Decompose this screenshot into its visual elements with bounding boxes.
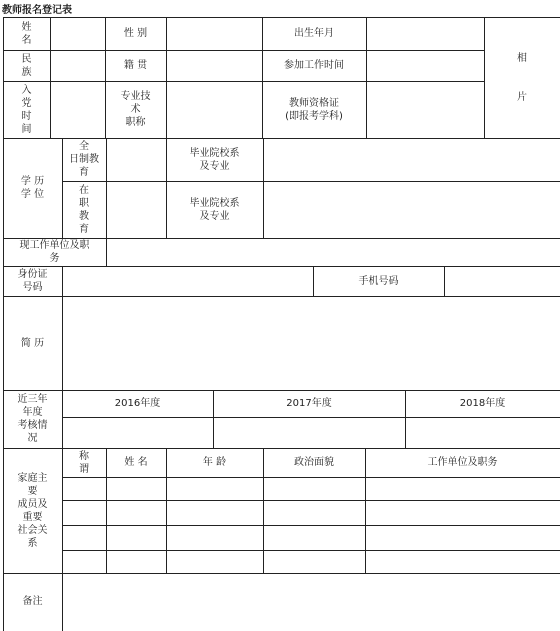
label-party-date: 入 党 时 间 [21,84,32,135]
grid-line-v [106,238,107,267]
label-ethnic: 民 族 [21,53,32,78]
grid-line-v [106,138,107,239]
label-review: 近三年 年度 考核情 况 [17,394,48,444]
grid-line-h [3,81,485,82]
label-professional-title: 专业技 术 职称 [120,91,151,128]
col-age: 年 龄 [202,457,227,468]
col-work-unit: 工作单位及职务 [427,457,498,468]
label-inservice-edu: 在 职 教 育 [79,184,89,235]
grid-line-h [62,550,560,551]
label-remark: 备注 [22,596,43,607]
col-name: 姓 名 [124,457,148,468]
col-relation: 称 谓 [79,450,89,475]
label-teacher-cert: 教师资格证 (即报考学科) [285,97,343,122]
grid-line-h [62,500,560,501]
label-id-number: 身份证 号码 [17,269,48,293]
grid-line-v [62,573,63,631]
grid-line-h [62,477,560,478]
grid-line-v [62,296,63,391]
label-photo: 相 片 [517,52,527,103]
grid-line-h [62,525,560,526]
grid-line-h [62,417,560,418]
label-year-2017: 2017年度 [286,398,332,409]
grid-line-v [263,138,264,239]
grid-line-h [3,266,560,267]
label-family: 家庭主 要 成员及 重要 社会关 系 [17,472,48,549]
label-fulltime-edu: 全 日制教 育 [69,141,99,178]
grid-line-v [62,266,63,297]
form-title: 教师报名登记表 [2,5,72,16]
grid-line-h [62,181,560,182]
label-graduated-2: 毕业院校系 及专业 [189,197,240,222]
label-work-start: 参加工作时间 [284,60,344,71]
grid-line-v [444,266,445,297]
grid-line-h [3,573,560,574]
label-year-2018: 2018年度 [459,398,506,409]
grid-line-h [3,296,560,297]
label-gender: 性 别 [123,28,148,39]
label-phone: 手机号码 [358,275,399,287]
grid-line-v [166,17,167,139]
col-politics: 政治面貌 [294,457,334,468]
label-graduated-1: 毕业院校系 及专业 [189,147,240,172]
label-native-place: 籍 贯 [123,60,148,71]
label-edu-degree: 学 历 学 位 [20,176,45,200]
label-year-2016: 2016年度 [114,398,161,409]
grid-line-v [366,17,367,139]
label-current-job: 现工作单位及职 务 [19,240,90,264]
grid-line-h [3,50,485,51]
grid-line-v [50,17,51,139]
label-birth: 出生年月 [294,28,334,39]
label-name: 姓 名 [21,21,32,46]
label-resume: 简 历 [20,337,45,349]
